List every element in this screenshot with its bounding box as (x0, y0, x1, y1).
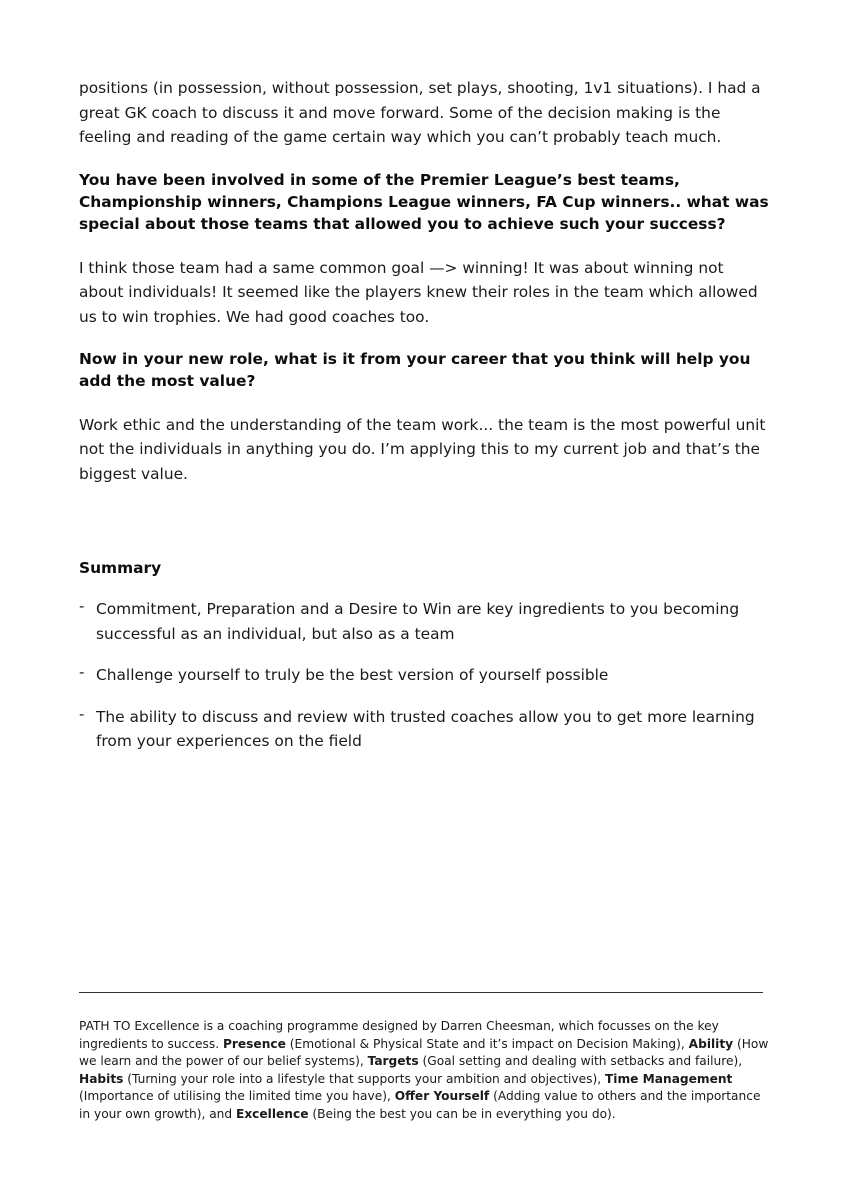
bullet-dash-icon: - (79, 704, 85, 723)
footnote-desc: (Turning your role into a lifestyle that supports your ambition and objectives), (123, 1071, 605, 1086)
summary-item (79, 663, 779, 688)
footnote-term: Habits (79, 1071, 124, 1086)
summary-item-text: The ability to discuss and review with trusted coaches allow you to get more learning from your experiences on the field (96, 707, 755, 751)
footnote-term: Time Management (604, 1071, 733, 1086)
answer-new-role: Work ethic and the understanding of the team work... the team is the most powerful unit not the individuals in anything you do. I’m applying this to my current job and that’s the biggest value. (79, 415, 766, 483)
footnote-intro: PATH TO Excellence is a coaching programme designed by Darren Cheesman, which focusses on the key ingredients to success. (79, 1019, 719, 1051)
footnote-term: Targets (367, 1054, 419, 1068)
footnote-desc: (How we learn and the power of our belief systems), (79, 1036, 769, 1068)
footnote (79, 1018, 771, 1123)
footnote-desc: (Being the best you can be in everything you do). (308, 1106, 616, 1121)
answer-continued-paragraph: positions (in possession, without possession, set plays, shooting, 1v1 situations). I had a great GK coach to discuss it and move forward. Some of the decision making is the feeling and reading of the game certain way which you can’t probably teach much. (79, 79, 761, 147)
footnote-desc: (Importance of utilising the limited time you have), (79, 1089, 395, 1103)
footnote-desc: (Goal setting and dealing with setbacks and failure), (418, 1054, 743, 1068)
footnote-term: Ability (688, 1036, 734, 1051)
question-team-success: You have been involved in some of the Premier League’s best teams, Championship winners, Champions League winners, FA Cup winners.. what was special about those teams that allowed you to achieve such your success? (79, 170, 769, 233)
footnote-desc: (Emotional & Physical State and it’s impact on Decision Making), (285, 1036, 689, 1051)
summary-item (79, 705, 779, 754)
interview-body (79, 76, 769, 486)
summary-heading: Summary (79, 559, 162, 577)
answer-team-success: I think those team had a same common goal —> winning! It was about winning not about individuals! It seemed like the players knew their roles in the team which allowed us to win trophies. We had good coaches too. (79, 258, 758, 326)
summary-item (79, 597, 779, 646)
summary-list (79, 597, 779, 771)
footnote-term: Presence (222, 1036, 286, 1051)
bullet-dash-icon: - (79, 663, 85, 682)
bullet-dash-icon: - (79, 597, 85, 615)
footnote-term: Offer Yourself (394, 1089, 490, 1103)
footnote-desc: (Adding value to others and the importance in your own growth), and (79, 1089, 761, 1121)
footnote-term: Excellence (236, 1106, 309, 1121)
summary-item-text: Commitment, Preparation and a Desire to Win are key ingredients to you becoming successful as an individual, but also as a team (96, 600, 740, 643)
footnote-divider (79, 992, 763, 993)
question-new-role: Now in your new role, what is it from your career that you think will help you add the most value? (79, 349, 751, 390)
summary-item-text: Challenge yourself to truly be the best version of yourself possible (96, 666, 609, 685)
